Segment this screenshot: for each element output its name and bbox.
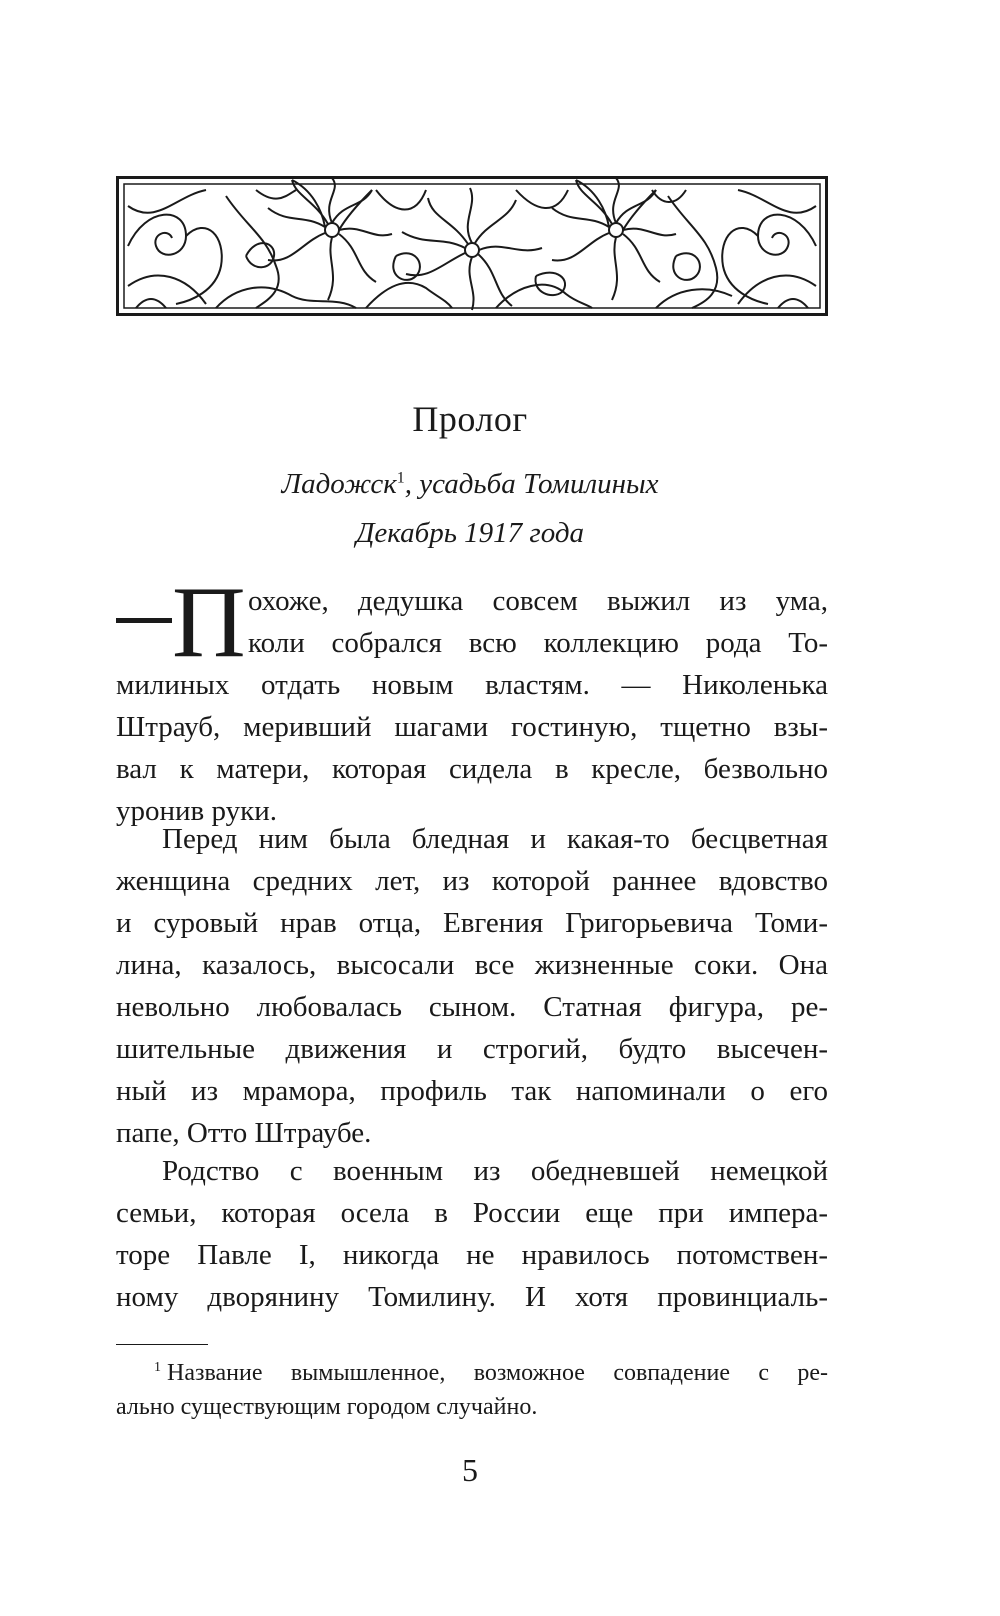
text-line: и суровый нрав отца, Евгения Григорьевича Томи- [116, 907, 828, 939]
footnote-text: Название вымышленное, возможное совпадение с ре- [167, 1360, 828, 1386]
stained-glass-floral-ornament-icon [116, 176, 828, 316]
text-line: Родство с военным из обедневшей немецкой [162, 1155, 828, 1187]
text-line: охоже, дедушка совсем выжил из ума, [248, 585, 828, 617]
paragraph-3 [116, 1150, 828, 1318]
text-line: Перед ним была бледная и какая-то бесцветная [162, 823, 828, 855]
text-line: папе, Отто Штраубе. [116, 1117, 372, 1149]
chapter-title: Пролог [412, 399, 528, 439]
dialogue-dash [116, 618, 172, 623]
chapter-date: Декабрь 1917 года [355, 517, 585, 549]
paragraph-2 [116, 818, 828, 1154]
text-line: Штрауб, меривший шагами гостиную, тщетно взы- [116, 711, 828, 743]
text-line: ный из мрамора, профиль так напоминали о его [116, 1075, 828, 1107]
footnote-mark: 1 [154, 1360, 161, 1375]
footnote-line: ально существующим городом случайно. [116, 1394, 538, 1420]
paragraph-1 [116, 664, 828, 832]
text-line: милиных отдать новым властям. — Николенька [116, 669, 828, 701]
page-number: 5 [462, 1452, 478, 1488]
location-rest: , усадьба Томилиных [404, 468, 659, 500]
footnote-divider [116, 1344, 208, 1345]
footnote [116, 1356, 828, 1424]
text-line: семьи, которая осела в России еще при импера- [116, 1197, 828, 1229]
drop-cap-letter: П [172, 566, 246, 679]
text-line: коли собрался всю коллекцию рода То- [248, 627, 828, 659]
text-line: вал к матери, которая сидела в кресле, безвольно [116, 753, 828, 785]
text-line: женщина средних лет, из которой раннее вдовство [116, 865, 828, 897]
text-line: шительные движения и строгий, будто высечен- [116, 1033, 828, 1065]
text-line: торе Павле I, никогда не нравилось потомствен- [116, 1239, 828, 1271]
chapter-location [0, 468, 940, 501]
footnote-reference: 1 [396, 469, 405, 487]
text-line: лина, казалось, высосали все жизненные соки. Она [116, 949, 828, 981]
text-line: невольно любовалась сыном. Статная фигура, ре- [116, 991, 828, 1023]
text-line: ному дворянину Томилину. И хотя провинциаль- [116, 1281, 828, 1313]
paragraph-1-opening [248, 580, 828, 664]
location-name: Ладожск [281, 468, 397, 500]
footnote-line [116, 1356, 828, 1390]
text-line: уронив руки. [116, 795, 277, 827]
